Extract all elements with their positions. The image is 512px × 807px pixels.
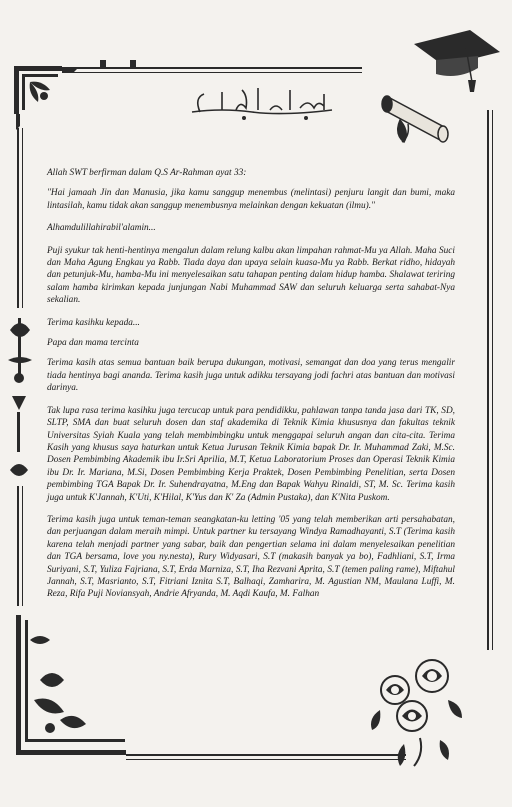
bottom-left-corner-ornament bbox=[16, 615, 126, 755]
gratitude-paragraph: Puji syukur tak henti-hentinya mengalun dalam relung kalbu akan limpahan rahmat-Mu ya Allah. Maha Suci dan Maha Agung Engkau ya Rabb. Tiada daya dan upaya selain kuasa-Mu ya Rabb. Berkat ridho, hidayah dan petunjuk-Mu, hamba-Mu ini menyelesaikan satu tahapan penting dalam hidup hamba. Shalawat teriring salam hamba kirimkan kepada junjungan Nabi Muhammad SAW dan seluruh keluarga serta sahabat-Nya sekalian. bbox=[47, 245, 455, 306]
document-body bbox=[47, 167, 455, 611]
graduation-cap-icon bbox=[414, 30, 500, 92]
right-border-line bbox=[487, 110, 493, 650]
bottom-border-line bbox=[126, 754, 406, 760]
intro-line: Allah SWT berfirman dalam Q.S Ar-Rahman ayat 33: bbox=[47, 168, 247, 178]
rose-icon bbox=[371, 660, 462, 766]
friends-paragraph: Terima kasih juga untuk teman-teman seangkatan-ku letting '05 yang telah memberikan arti persahabatan, dan perjuangan dalam meraih mimpi. Untuk partner ku tersayang Windya Ramadhayanti, S.T (Terima kasih karena telah menjadi partner yang sabar, baik dan pengertian selama ini dalam menyelesaikan penelitian dan TGA bersama, love you ny.nesta), Rury Widyasari, S.T (makasih banyak ya bo), Fadhliani, S.T, Irma Suriyani, S.T, Yuliza Fajriana, S.T, Erda Marniza, S.T, Iha Rezvani Aprita, S.T (temen paling rame), Miftahul Jannah, S.T, Masrianto, S.T, Fitriani Iznita S.T, Balhaqi, Zamharira, M. Agustian NM, Maulana Luffi, M. Reza, Rifa Puji Noviansyah, Andrie Afryanda, M. Aqdi Kaufa, M. Falhan bbox=[47, 514, 455, 600]
bismillah-text bbox=[188, 89, 336, 115]
thanks-heading: Terima kasihku kepada... bbox=[47, 317, 140, 328]
left-vertical-ornament bbox=[8, 128, 32, 606]
parents-heading: Papa dan mama tercinta bbox=[47, 338, 139, 349]
educators-paragraph: Tak lupa rasa terima kasihku juga tercucap untuk para pendidikku, pahlawan tanpa tanda jasa dari TK, SD, SLTP, SMA dan buat seluruh dosen dan staf akademika di Teknik Kimia khususnya dan fakultas teknik Universitas Syiah Kuala yang telah membimbingku untuk menggapai seluruh angan dan cita-cita. Terima Kasih yang khusus saya haturkan untuk Ketua Jurusan Teknik Kimia bapak Dr. Ir. Muhammad Zaki, M.Sc. Dosen Pembimbing Akademik ibu Ir.Sri Aprilia, M.T, Ketua Laboratorium Proses dan Operasi Teknik Kimia ibu Dr. Ir. Mariana, M.Si, Dosen Pembimbing Kerja Praktek, Dosen Pembimbing Penelitian, serta Dosen pembimbing TGA Bapak Dr. Ir. Suhendrayatna, M.Eng dan Bapak Wahyu Rinaldi, ST, M. Sc. Terima kasih juga untuk K'Jannah, K'Uti, K'Hilal, K'Yus dan K' Za (Admin Pustaka), dan K'Nita Puskom. bbox=[47, 405, 455, 503]
diploma-scroll-icon bbox=[382, 96, 448, 142]
opening-praise: Alhamdulillahirabil'alamin... bbox=[47, 223, 156, 234]
top-left-corner-ornament bbox=[14, 66, 78, 130]
quran-quote: "Hai jamaah Jin dan Manusia, jika kamu sanggup menembus (melintasi) penjuru langit dan bumi, maka lintasilah, kamu tidak akan sanggup menembusnya melainkan dengan kekuatan (ilmu)." bbox=[47, 188, 455, 211]
top-border-line bbox=[62, 60, 362, 73]
parents-paragraph: Terima kasih atas semua bantuan baik berupa dukungan, motivasi, semangat dan doa yang terus mengalir tiada hentinya bagi ananda. Terima kasih juga untuk adikku tersayang jodi fachri atas bantuan dan motivasi darinya. bbox=[47, 358, 455, 394]
